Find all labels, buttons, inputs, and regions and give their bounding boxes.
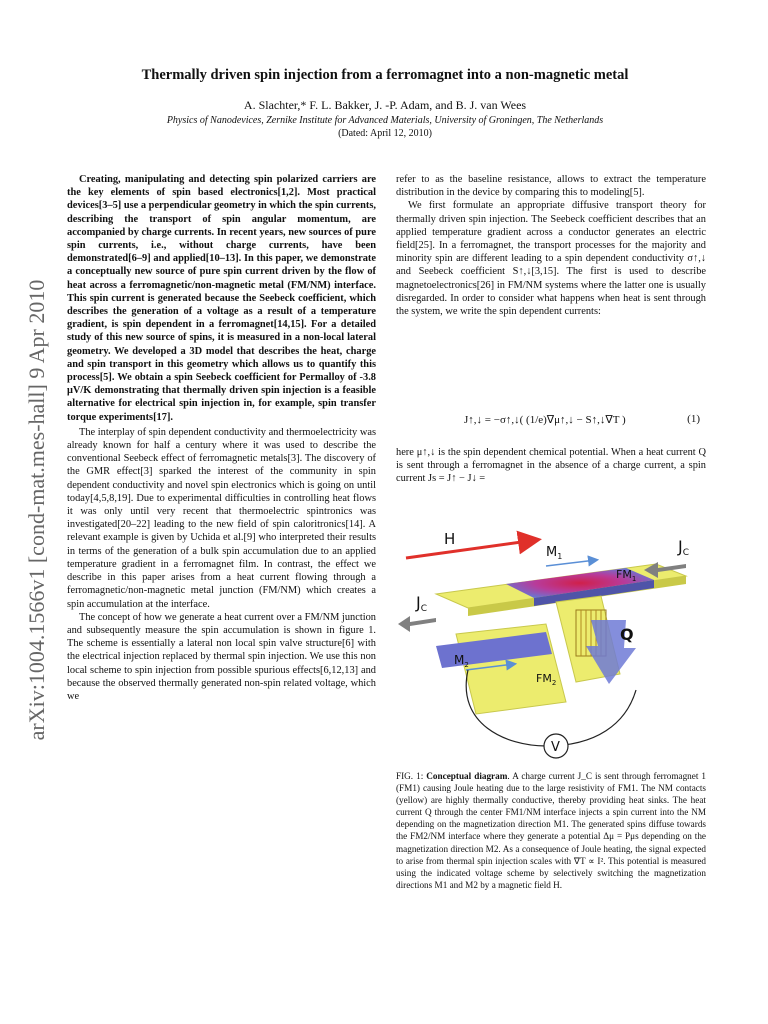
label-v: V [551,740,560,755]
equation-body: J↑,↓ = −σ↑,↓( (1/e)∇μ↑,↓ − S↑,↓∇T ) [464,414,626,426]
label-jc-left: JC [416,593,428,614]
body-paragraph: The concept of how we generate a heat current over a FM/NM junction and subsequently measure the spin accumulation is shown in figure 1. The scheme is essentially a lateral non local spin valve structure[6] with the electrical injection replaced by thermal spin injection. We use this non local scheme to spin injection from possible spurious effects[6,12,13] and because the observed thermally generated non-spin related voltage, which we [67,611,376,702]
body-paragraph: We first formulate an appropriate diffusive transport theory for thermally driven spin injection. The Seebeck coefficient describes that an applied temperature gradient across a conductor generates an electric field[25]. In a ferromagnet, the transport processes for the majority and minority spin are different leading to a spin dependent conductivity σ↑,↓ and Seebeck coefficient S↑,↓[3,15]. The first is used to describe magnetoelectronics[26] in FM/NM systems where the latter one is usually disregarded. In order to consider what happens when heat is sent through the system, we write the spin dependent currents: [396,200,706,318]
m1-arrow [546,560,596,566]
label-m2: $M_2$ [454,653,469,669]
affiliation: Physics of Nanodevices, Zernike Institute for Advanced Materials, University of Groningen, The Netherlands [166,115,604,126]
figure-caption [396,770,706,891]
label-h: H [444,530,456,548]
label-fm2: $FM_2$ [536,672,557,687]
equation-number: (1) [687,413,700,425]
paper-title: Thermally driven spin injection from a ferromagnet into a non-magnetic metal [141,67,629,83]
author-list: A. Slachter,* F. L. Bakker, J. -P. Adam, and B. J. van Wees [243,98,527,112]
label-q: Q [620,625,634,644]
caption-text: . A charge current J_C is sent through ferromagnet 1 (FM1) causing Joule heating due to the large resistivity of FM1. The NM contacts (yellow) are highly thermally conductive, thereby providing heat sinks. The heat current Q through the center FM1/NM interface injects a spin current into the NM depending on the magnetization direction M1. The generated spins diffuse towards the FM2/NM interface where they generate a potential Δμ = Pμs depending on the magnetization direction M2. As a consequence of Joule heating, the signal expected to arise from thermal spin injection scales with ∇T ∝ I². This potential is measured using the indicated voltage scheme by selectively switching the magnetization directions M1 and M2 by a magnetic field H. [396,771,707,890]
body-paragraph: refer to as the baseline resistance, allows to extract the temperature distribution in the device by comparing this to modeling[5]. [396,174,706,199]
h-field-arrow [406,540,536,558]
abstract-paragraph: Creating, manipulating and detecting spin polarized carriers are the key elements of spin based electronics[1,2]. Most practical devices[3–5] use a perpendicular geometry in which the spin currents, describing the transport of spin angular momentum, are accompanied by charge currents. In recent years, new sources of pure spin currents, i.e., without charge currents, have been demonstrated[6–9] and applied[10–13]. In this paper, we demonstrate a conceptually new source of pure spin current driven by the flow of heat across a ferromagnetic/non-magnetic metal (FM/NM) interface. This spin current is generated because the Seebeck coefficient, which describes the generation of a voltage as a result of a temperature gradient, is spin dependent in a ferromagnet[14,15]. For a detailed study of this new source of spins, it is measured in a non-local lateral geometry. We developed a 3D model that describes the heat, charge and spin transport in this geometry which allows us to quantify this process[5]. We obtain a spin Seebeck coefficient for Permalloy of -3.8 μV/K demonstrating that thermally driven spin injection is a feasible alternative for electrical spin injection in, for example, spin transfer torque experiments[17]. [67,174,377,423]
arxiv-stamp [17,230,57,790]
body-paragraph: The interplay of spin dependent conductivity and thermoelectricity was already known for half a century where it was used to describe the conventional Seebeck effect of ferromagnetic metals[3]. The discovery of the GMR effect[3] sparked the interest of the community in spin dependent conductivity and novel spin electronics which is going on until today[4,5,8,19]. Due to experimental difficulties in controlling heat flows it was only until very recent that thermoelectric spintronics was investigated[20–22] leading to the new field of spin caloritronics[14]. A relevant example is given by Uchida et al.[9] who interpreted their results in terms of the generation of a bulk spin accumulation due to an applied temperature gradient in a ferromagnet film. In contrast, the effect we describe in this paper arises from a heat current flowing through a ferromagnetic/non-magnetic metal junction (FM/NM) which creates a spin accumulation at the interface. [67,426,376,610]
conceptual-diagram [396,524,710,770]
body-paragraph: here μ↑,↓ is the spin dependent chemical potential. When a heat current Q is sent through a ferromagnet in the absence of a charge current, a spin current Js = J↑ − J↓ = [396,447,706,485]
right-column [396,173,706,318]
left-column [67,173,376,703]
label-m1: $M_1$ [546,545,563,561]
label-fm1: $FM_1$ [616,568,637,583]
label-jc-right: JC [678,537,690,558]
jc-arrow-left [398,616,436,632]
caption-title: Conceptual diagram [426,771,508,781]
arxiv-stamp-text: arXiv:1004.1566v1 [cond-mat.mes-hall] 9 Apr 2010 [24,279,49,741]
date-line: (Dated: April 12, 2010) [338,128,432,139]
caption-label: FIG. 1: [396,771,424,781]
figure-1 [396,524,710,770]
right-column-continued [396,446,706,486]
